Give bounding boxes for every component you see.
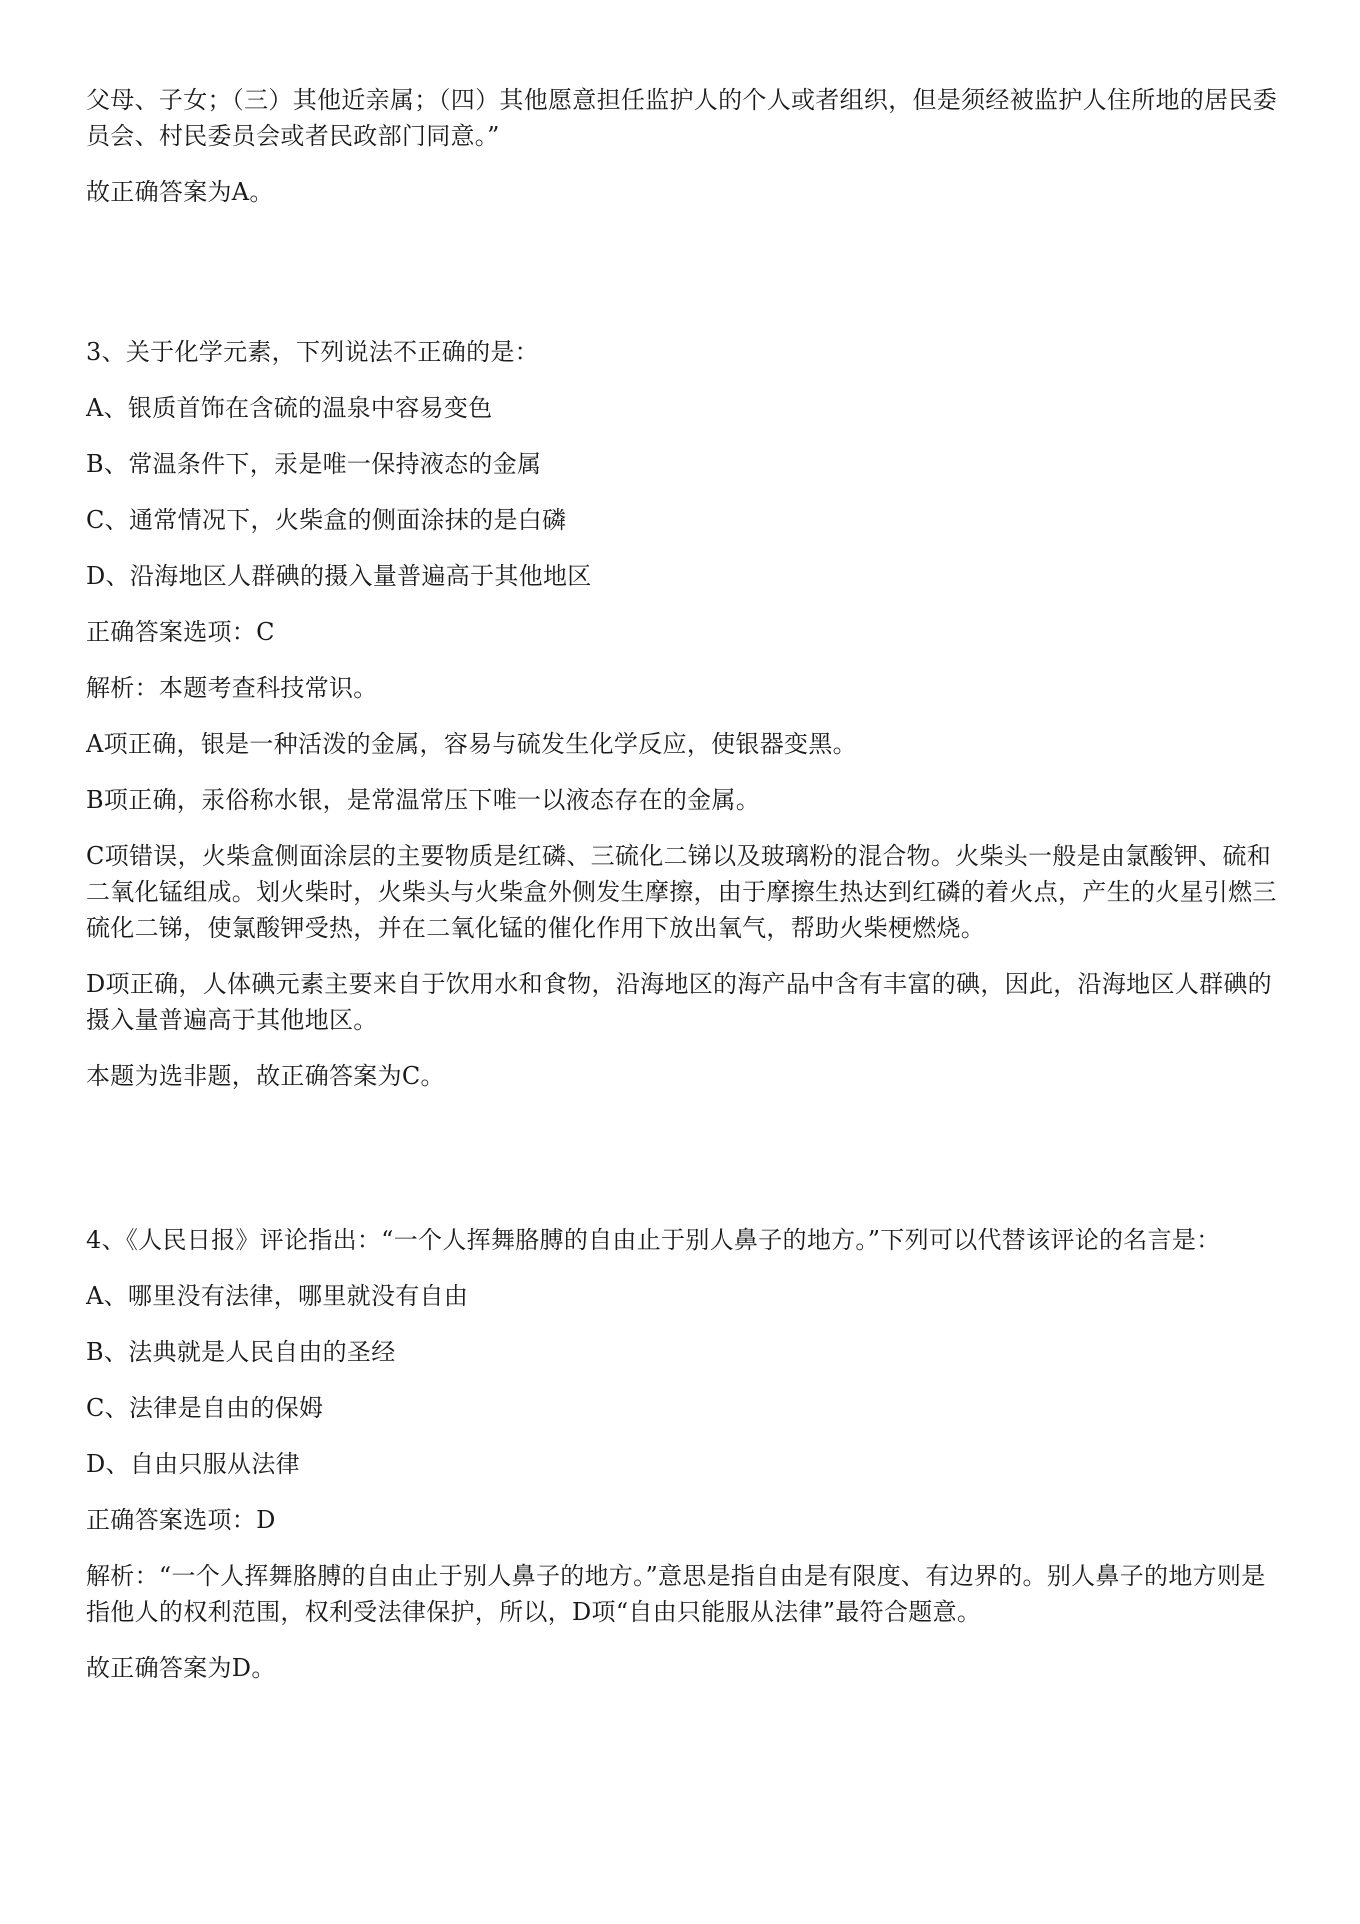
- q4-conclusion: 故正确答案为D。: [86, 1654, 276, 1682]
- analysis-intro: 解析：本题考查科技常识。: [86, 674, 378, 702]
- question-stem: 3、关于化学元素，下列说法不正确的是：: [86, 338, 539, 366]
- section-spacer: [86, 1114, 1286, 1222]
- answer-line: 正确答案选项：C: [86, 618, 275, 646]
- question-stem: 4、《人民日报》评论指出：“一个人挥舞胳膊的自由止于别人鼻子的地方。”下列可以代替该评论的名言是：: [86, 1226, 1221, 1254]
- analysis-c: C项错误，火柴盒侧面涂层的主要物质是红磷、三硫化二锑以及玻璃粉的混合物。火柴头一般是由氯酸钾、硫和二氧化锰组成。划火柴时，火柴头与火柴盒外侧发生摩擦，由于摩擦生热达到红磷的着火点，产生的火星引燃三硫化二锑，使氯酸钾受热，并在二氧化锰的催化作用下放出氧气，帮助火柴梗燃烧。: [86, 842, 1277, 942]
- option-c: C、法律是自由的保姆: [86, 1394, 324, 1422]
- document-page: [86, 82, 1286, 1706]
- analysis: 解析：“一个人挥舞胳膊的自由止于别人鼻子的地方。”意思是指自由是有限度、有边界的。别人鼻子的地方则是指他人的权利范围，权利受法律保护，所以，D项“自由只能服从法律”最符合题意。: [86, 1562, 1266, 1626]
- analysis-d: D项正确，人体碘元素主要来自于饮用水和食物，沿海地区的海产品中含有丰富的碘，因此，沿海地区人群碘的摄入量普遍高于其他地区。: [86, 970, 1272, 1034]
- q2-explanation-tail: 父母、子女；（三）其他近亲属；（四）其他愿意担任监护人的个人或者组织，但是须经被监护人住所地的居民委员会、村民委员会或者民政部门同意。”: [86, 86, 1277, 150]
- question-3: [86, 334, 1286, 1094]
- option-d: D、沿海地区人群碘的摄入量普遍高于其他地区: [86, 562, 592, 590]
- option-b: B、法典就是人民自由的圣经: [86, 1338, 396, 1366]
- option-d: D、自由只服从法律: [86, 1450, 300, 1478]
- answer-line: 正确答案选项：D: [86, 1506, 276, 1534]
- option-a: A、银质首饰在含硫的温泉中容易变色: [86, 394, 493, 422]
- section-spacer: [86, 230, 1286, 334]
- option-a: A、哪里没有法律，哪里就没有自由: [86, 1282, 469, 1310]
- option-b: B、常温条件下，汞是唯一保持液态的金属: [86, 450, 542, 478]
- q2-conclusion: 故正确答案为A。: [86, 178, 274, 206]
- question-4: [86, 1222, 1286, 1686]
- q3-conclusion: 本题为选非题，故正确答案为C。: [86, 1062, 445, 1090]
- option-c: C、通常情况下，火柴盒的侧面涂抹的是白磷: [86, 506, 567, 534]
- analysis-b: B项正确，汞俗称水银，是常温常压下唯一以液态存在的金属。: [86, 786, 761, 814]
- analysis-a: A项正确，银是一种活泼的金属，容易与硫发生化学反应，使银器变黑。: [86, 730, 857, 758]
